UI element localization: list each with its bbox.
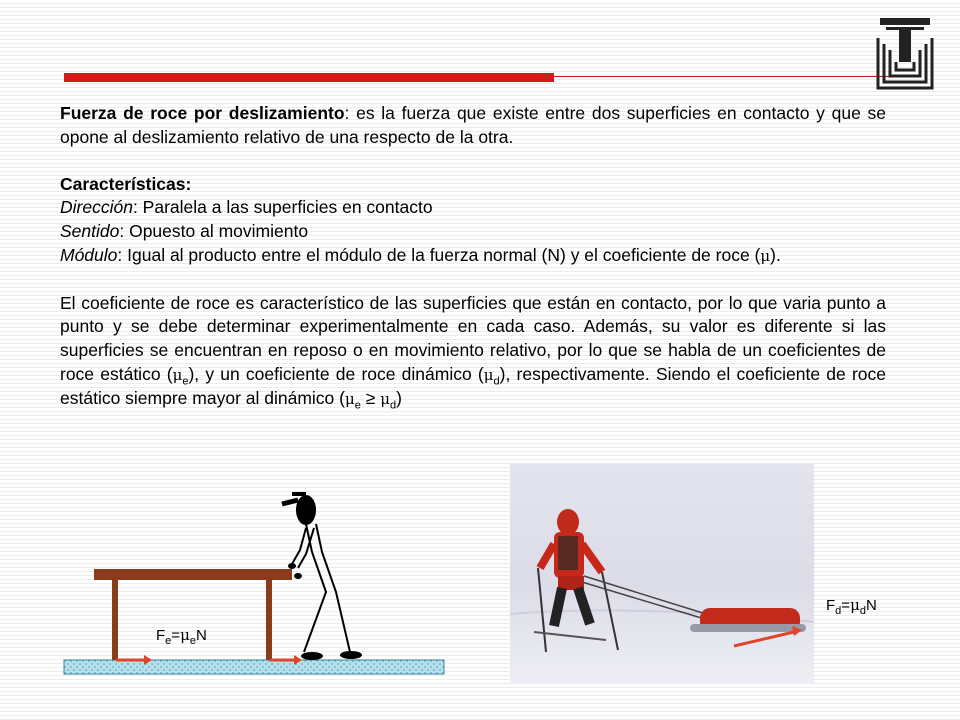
content-text [60,102,886,412]
coefficient-paragraph: El coeficiente de roce es característico de las superficies que están en contacto, por lo que varia punto a punto y se debe determinar experimentalmente en cada caso. Además, su valor es diferente si las superficies se encuentran en reposo o en movimiento relativo, por lo que se habla de un coeficientes de roce estático $(\mu_e)$, y un coeficiente de roce dinámico $(\mu_d)$, respectivamente. Siendo el coeficiente de roce estático siempre mayor al dinámico $(\mu_e \ge \mu_d)$ [60,292,887,412]
kinetic-friction-label: $F_d=\mu_dN$ [826,596,877,617]
ground-surface [64,660,444,674]
static-friction-label: $F_e=\mu_eN$ [156,626,207,647]
static-friction-illustration [60,488,460,688]
header-red-line [554,76,894,77]
header-red-bar [64,73,554,82]
skier-sled-photo [510,464,814,684]
person-figure [282,494,350,652]
table-leg-left [112,580,118,660]
definition-term: Fuerza de roce por deslizamiento [60,103,345,123]
institution-logo-icon [872,16,938,92]
definition-paragraph [60,102,886,149]
characteristics-heading: Características: [60,173,192,194]
direction-line: Dirección: Paralela a las superficies en contacto [60,197,433,218]
module-line: Módulo: Igual al producto entre el módulo de la fuerza normal (N) y el coeficiente de roce (μ). [60,244,781,265]
definition-rest: : es la fuerza que existe entre dos superficies en contacto y que se opone al deslizamiento relativo de una respecto de la otra. [60,103,886,147]
table-leg-right [266,580,272,660]
table-top [94,569,292,580]
sense-line: Sentido: Opuesto al movimiento [60,220,309,241]
sled [690,608,806,632]
